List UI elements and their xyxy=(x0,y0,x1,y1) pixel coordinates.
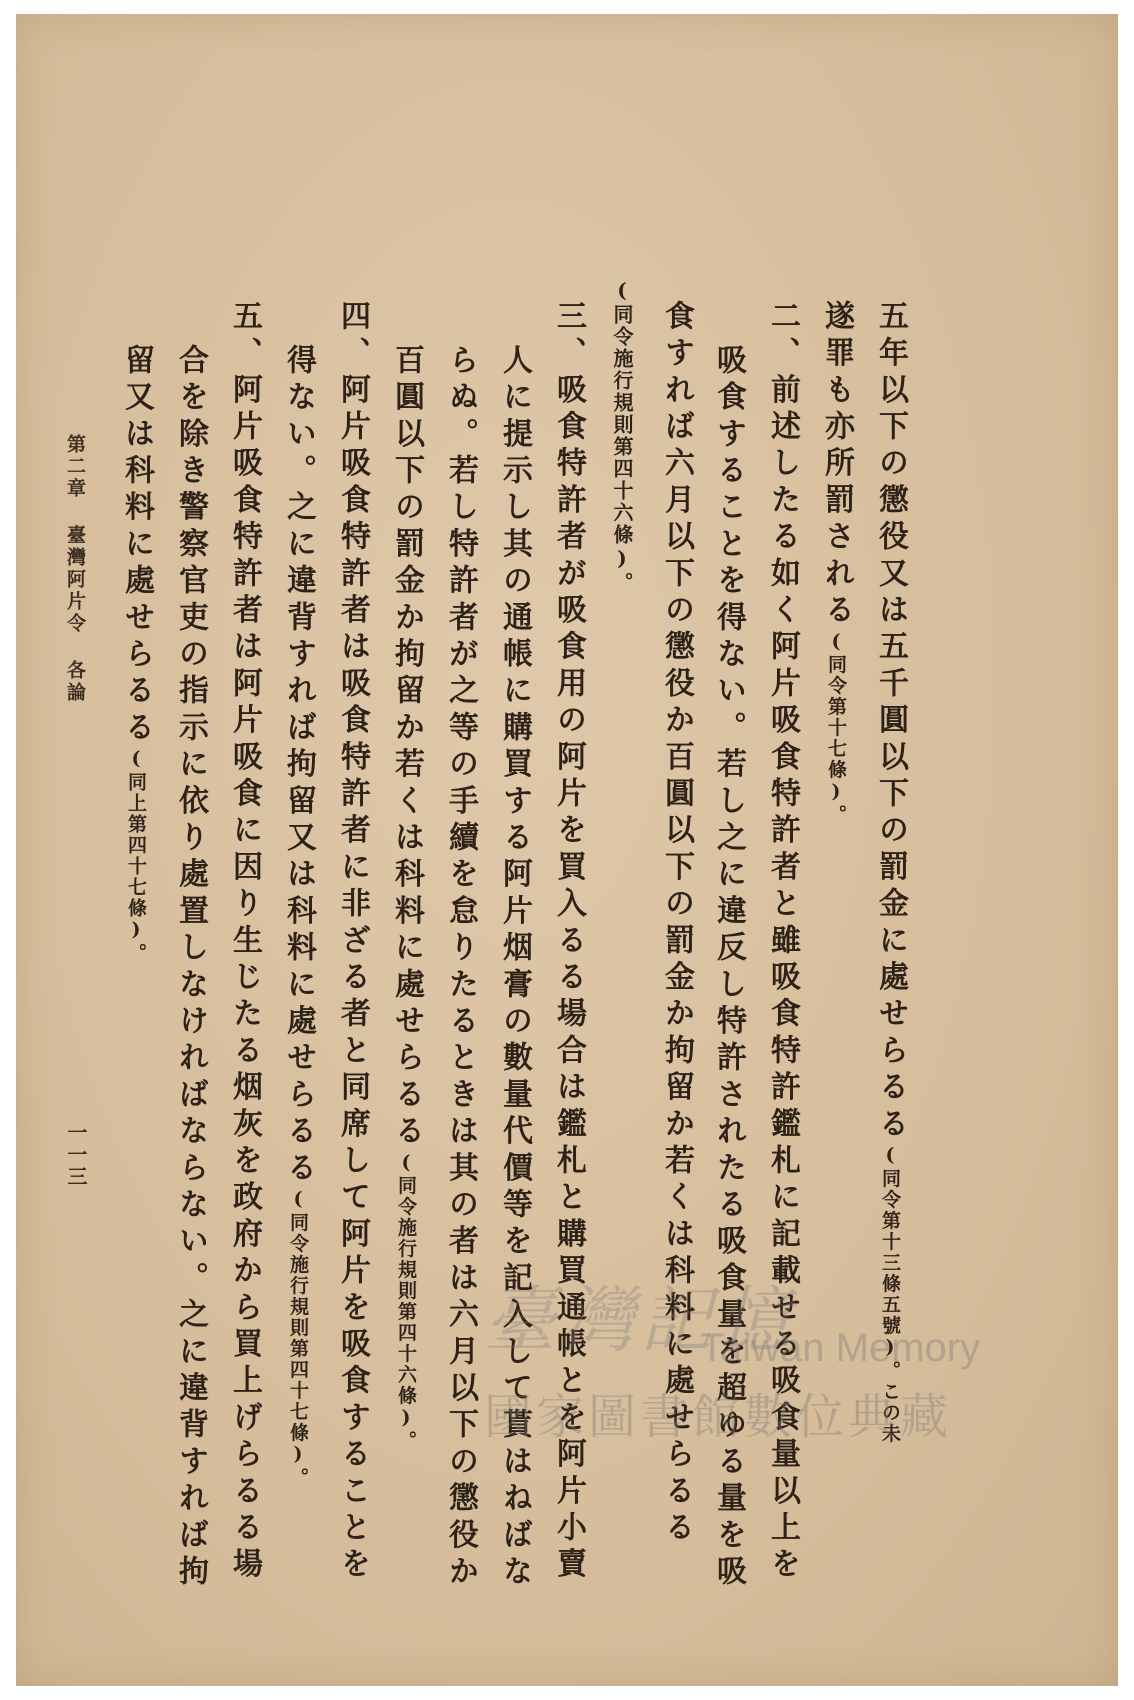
text-line-9: らぬ。若し特許者が之等の手續を怠りたるときは其の者は六月以下の懲役か xyxy=(443,344,478,1592)
text-line-13: 五、阿片吸食特許者は阿片吸食に因り生じたる烟灰を政府から買上げらるる場 xyxy=(227,300,262,1585)
text-line-7: 三、吸食特許者が吸食用の阿片を買入るる場合は鑑札と購買通帳とを阿片小賣 xyxy=(551,300,586,1585)
text-line-12: 得ない。之に違背すれば拘留又は科料に處せらるる(同令施行規則第四十七條)。 xyxy=(281,344,316,1489)
watermark-name-cn: 臺灣記憶 xyxy=(484,1278,797,1362)
page-number: 一一三 xyxy=(64,1122,88,1188)
text-line-11: 四、阿片吸食特許者は吸食特許者に非ざる者と同席して阿片を吸食することを xyxy=(335,300,370,1585)
text-line-15: 留又は科料に處せらるる(同上第四十七條)。 xyxy=(119,344,154,964)
text-line-4: 吸食することを得ない。若し之に違反し特許されたる吸食量を超ゆる量を吸 xyxy=(711,344,746,1592)
text-line-14: 合を除き警察官吏の指示に依り處置しなければならない。之に違背すれば拘 xyxy=(173,344,208,1592)
watermark-subtitle: 國家圖書館數位典藏 xyxy=(484,1389,953,1445)
watermark-name-en: Taiwan Memory xyxy=(700,1326,981,1370)
text-line-10: 百圓以下の罰金か拘留か若くは科料に處せらるる(同令施行規則第四十六條)。 xyxy=(389,344,424,1452)
text-line-1: 五年以下の懲役又は五千圓以下の罰金に處せらるる(同令第十三條五號)。この未 xyxy=(873,300,908,1445)
chapter-footer: 第二章 臺灣阿片令 各論 xyxy=(64,434,86,704)
text-line-5: 食すれば六月以下の懲役か百圓以下の罰金か拘留か若くは科料に處せらるる xyxy=(659,300,694,1548)
text-line-6: (同令施行規則第四十六條)。 xyxy=(610,278,634,594)
text-line-3: 二、前述したる如く阿片吸食特許者と雖吸食特許鑑札に記載せる吸食量以上を xyxy=(765,300,800,1585)
text-line-8: 人に提示し其の通帳に購買する阿片烟膏の數量代價等を記入して貰はねばな xyxy=(497,344,532,1592)
text-line-2: 遂罪も亦所罰される(同令第十七條)。 xyxy=(819,300,854,826)
